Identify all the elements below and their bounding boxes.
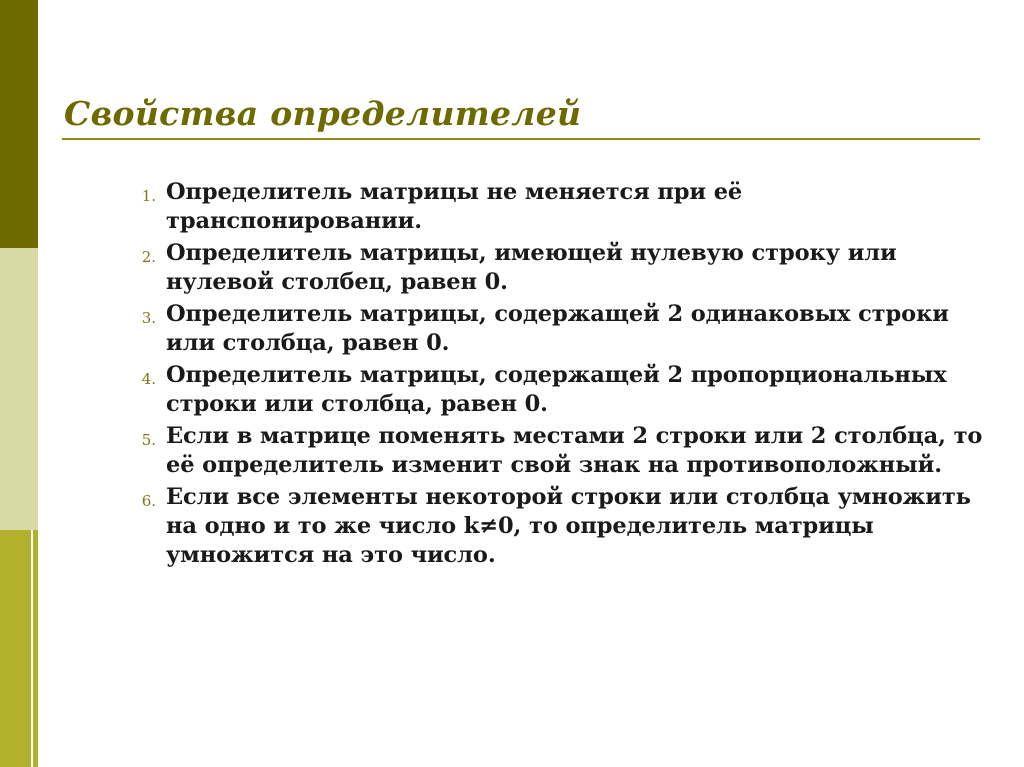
decorative-left-rail (0, 0, 38, 767)
slide-body (38, 0, 1024, 767)
list-item-label: Определитель матрицы не меняется при её транспонировании. (166, 179, 743, 235)
list-item-label: Если в матрице поменять местами 2 строки или 2 столбца, то её определитель изменит свой знак на противоположный. (166, 423, 983, 479)
rail-segment-light (0, 248, 38, 530)
list-item (100, 361, 1000, 419)
list-item-label: Если все элементы некоторой строки или столбца умножить на одно и то же число k≠0, то определитель матрицы умножится на это число. (166, 484, 971, 569)
rail-segment-dark (0, 0, 38, 248)
list-item-number: 4. (141, 370, 156, 389)
list-item-label: Определитель матрицы, имеющей нулевую строку или нулевой столбец, равен 0. (166, 240, 897, 296)
list-item-number: 1. (141, 187, 156, 205)
list-item-number: 3. (141, 309, 156, 328)
list-item-number: 6. (141, 492, 156, 511)
list-item (100, 300, 1000, 358)
list-item (100, 483, 1000, 570)
list-item-label: Определитель матрицы, содержащей 2 одинаковых строки или столбца, равен 0. (166, 301, 949, 357)
properties-list (100, 178, 1000, 570)
slide-header (62, 96, 992, 140)
list-item-number: 5. (141, 431, 156, 450)
list-item (100, 239, 1000, 297)
list-item-number: 2. (141, 248, 156, 267)
list-item (100, 422, 1000, 480)
list-item-label: Определитель матрицы, содержащей 2 пропорциональных строки или столбца, равен 0. (166, 362, 947, 418)
title-underline (62, 138, 980, 140)
page-title: Свойства определителей (64, 94, 582, 133)
rail-divider-line (31, 530, 33, 767)
list-item (100, 178, 1000, 236)
properties-list-container (100, 178, 1000, 573)
